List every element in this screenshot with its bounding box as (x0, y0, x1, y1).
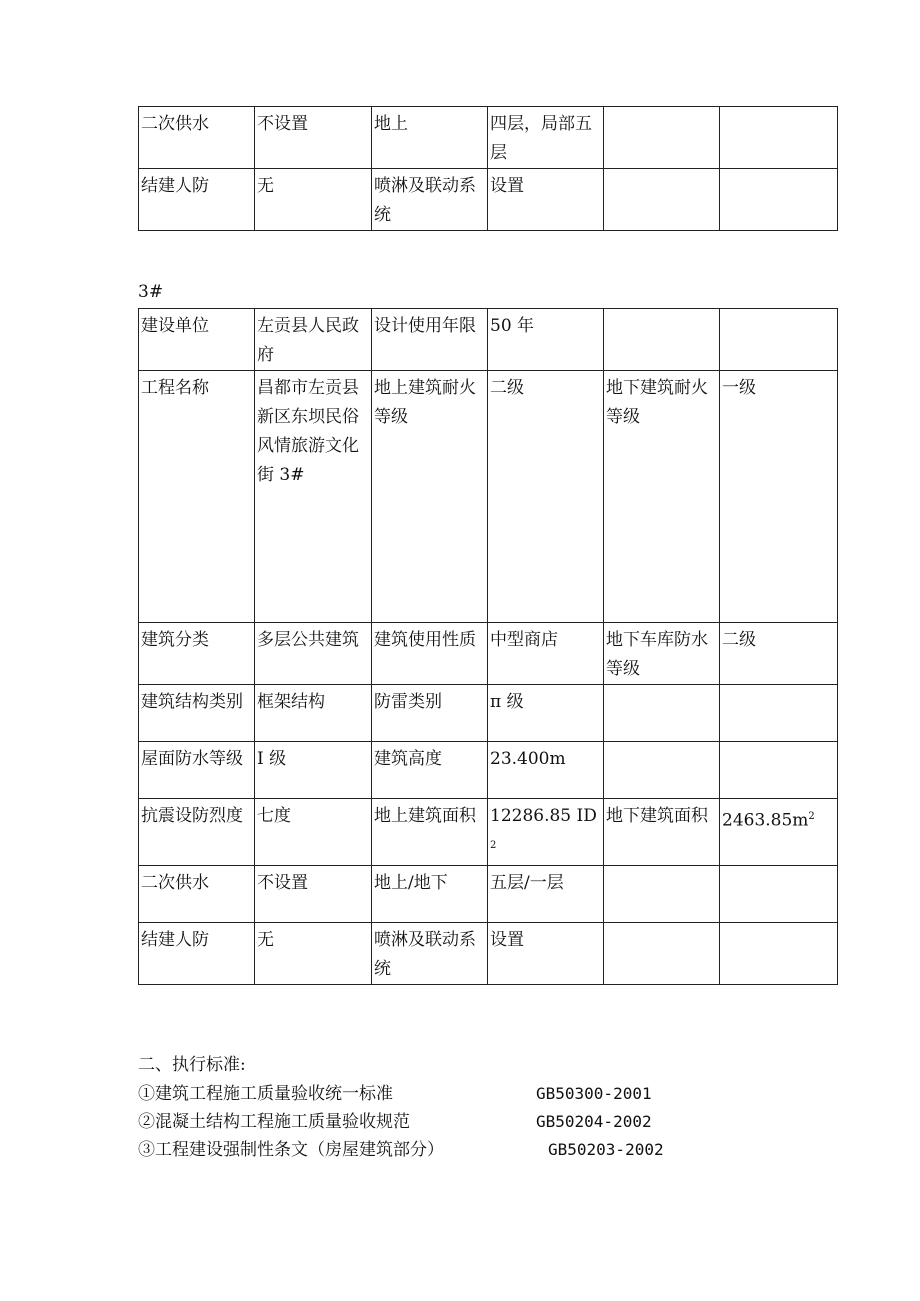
table-row (139, 685, 838, 742)
table-row (139, 309, 838, 371)
table-cell (604, 922, 720, 984)
table-cell (604, 865, 720, 922)
table-row (139, 623, 838, 685)
table-row (139, 169, 838, 231)
table-cell: 二级 (720, 623, 838, 685)
standard-item (138, 1108, 838, 1136)
table-cell (720, 309, 838, 371)
table-cell: 设置 (488, 169, 604, 231)
table-cell: 建筑分类 (139, 623, 255, 685)
standard-name: ②混凝土结构工程施工质量验收规范 (138, 1112, 410, 1132)
table-cell: 二次供水 (139, 865, 255, 922)
table-cell: 一级 (720, 371, 838, 623)
table-cell: 地上建筑耐火等级 (372, 371, 488, 623)
table-cell (720, 742, 838, 799)
table-row (139, 799, 838, 866)
standard-name: ①建筑工程施工质量验收统一标准 (138, 1084, 393, 1104)
table-row (139, 371, 838, 623)
table-cell: 无 (255, 169, 372, 231)
table-cell: 设计使用年限 (372, 309, 488, 371)
table-cell: 五层/一层 (488, 865, 604, 922)
table-row (139, 742, 838, 799)
table-cell: 地下建筑耐火等级 (604, 371, 720, 623)
superscript: 2 (808, 811, 815, 822)
building-3-table (138, 308, 838, 985)
table-cell: 中型商店 (488, 623, 604, 685)
table-cell: 喷淋及联动系统 (372, 922, 488, 984)
above-ground-area-value: 12286.85 ID (490, 806, 597, 826)
table-cell: 地下车库防水等级 (604, 623, 720, 685)
table-cell: 不设置 (255, 107, 372, 169)
table-cell (720, 865, 838, 922)
table-cell: 防雷类别 (372, 685, 488, 742)
table-cell (720, 169, 838, 231)
table-cell: 七度 (255, 799, 372, 866)
table-row (139, 922, 838, 984)
standard-item (138, 1136, 838, 1164)
standard-code: GB50300-2001 (536, 1084, 652, 1103)
table-cell: 抗震设防烈度 (139, 799, 255, 866)
superscript: 2 (490, 840, 497, 851)
table-cell (604, 685, 720, 742)
table-cell: 地下建筑面积 (604, 799, 720, 866)
table-cell (720, 799, 838, 866)
table-cell: I 级 (255, 742, 372, 799)
table-cell: 左贡县人民政府 (255, 309, 372, 371)
table-cell: 建筑结构类别 (139, 685, 255, 742)
table-cell: 23.400m (488, 742, 604, 799)
standard-code: GB50204-2002 (536, 1112, 652, 1131)
table-cell: 屋面防水等级 (139, 742, 255, 799)
table-cell: 二次供水 (139, 107, 255, 169)
table-cell: 建筑高度 (372, 742, 488, 799)
table-cell (604, 742, 720, 799)
table-cell (720, 685, 838, 742)
table-cell: π 级 (488, 685, 604, 742)
standard-code: GB50203-2002 (548, 1140, 664, 1159)
table-cell: 结建人防 (139, 922, 255, 984)
table-cell: 地上 (372, 107, 488, 169)
table-cell (720, 107, 838, 169)
table-cell: 设置 (488, 922, 604, 984)
table-cell (604, 309, 720, 371)
table-cell (720, 922, 838, 984)
standards-section (138, 1050, 838, 1164)
top-table (138, 106, 838, 231)
table-cell: 50 年 (488, 309, 604, 371)
table-cell: 不设置 (255, 865, 372, 922)
table-cell: 结建人防 (139, 169, 255, 231)
below-ground-area-value: 2463.85m (722, 810, 809, 831)
table-cell: 建筑使用性质 (372, 623, 488, 685)
table-cell: 四层，局部五层 (488, 107, 604, 169)
table-cell: 昌都市左贡县新区东坝民俗风情旅游文化街 3# (255, 371, 372, 623)
standard-name: ③工程建设强制性条文（房屋建筑部分） (138, 1140, 444, 1160)
table-cell: 框架结构 (255, 685, 372, 742)
table-cell: 无 (255, 922, 372, 984)
table-cell: 地上/地下 (372, 865, 488, 922)
table-cell (604, 169, 720, 231)
table-cell: 地上建筑面积 (372, 799, 488, 866)
table-cell: 喷淋及联动系统 (372, 169, 488, 231)
standards-heading: 二、执行标准: (138, 1055, 246, 1075)
table-cell (488, 799, 604, 866)
table-cell: 工程名称 (139, 371, 255, 623)
table-cell (604, 107, 720, 169)
table-row (139, 107, 838, 169)
table-cell: 建设单位 (139, 309, 255, 371)
table-cell: 二级 (488, 371, 604, 623)
table-row (139, 865, 838, 922)
building-3-label: 3# (138, 282, 164, 302)
table-cell: 多层公共建筑 (255, 623, 372, 685)
standard-item (138, 1080, 838, 1108)
